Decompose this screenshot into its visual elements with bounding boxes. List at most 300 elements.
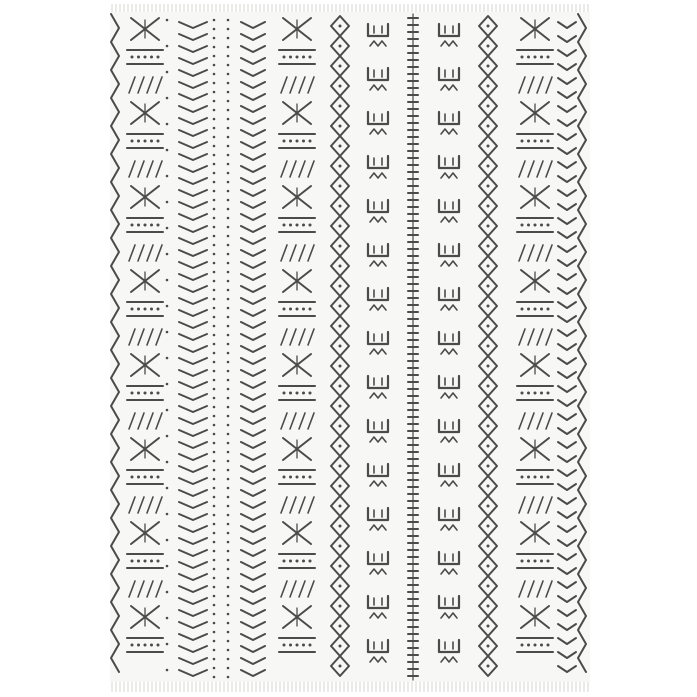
dotted-column-3 bbox=[166, 175, 169, 178]
dotted-column-3 bbox=[166, 123, 169, 126]
block-column-2-dot bbox=[283, 476, 286, 479]
dotted-column-2 bbox=[227, 289, 230, 292]
dotted-column-3 bbox=[166, 253, 169, 256]
dotted-column-1 bbox=[213, 523, 216, 526]
diamond-chain-1-dot bbox=[339, 365, 342, 368]
dotted-column-2 bbox=[227, 541, 230, 544]
block-column-1-dot bbox=[131, 644, 134, 647]
dotted-column-2 bbox=[227, 298, 230, 301]
diamond-chain-1-dot bbox=[339, 325, 342, 328]
dotted-column-3 bbox=[166, 435, 169, 438]
dotted-column-1 bbox=[213, 199, 216, 202]
dotted-column-2 bbox=[227, 424, 230, 427]
dotted-column-2 bbox=[227, 217, 230, 220]
block-column-2-dot bbox=[296, 56, 299, 59]
dotted-column-2 bbox=[227, 64, 230, 67]
diamond-chain-1-dot bbox=[339, 305, 342, 308]
dotted-column-2 bbox=[227, 595, 230, 598]
block-column-1-dot bbox=[131, 560, 134, 563]
block-column-1-dot bbox=[157, 392, 160, 395]
block-column-1-dot bbox=[144, 392, 147, 395]
dotted-column-1 bbox=[213, 568, 216, 571]
diamond-chain-2-dot bbox=[487, 125, 490, 128]
dotted-column-1 bbox=[213, 433, 216, 436]
dotted-column-1 bbox=[213, 595, 216, 598]
dotted-column-2 bbox=[227, 244, 230, 247]
diamond-chain-2-dot bbox=[487, 545, 490, 548]
block-column-1-dot bbox=[144, 644, 147, 647]
dotted-column-2 bbox=[227, 55, 230, 58]
dotted-column-1 bbox=[213, 280, 216, 283]
block-column-2-dot bbox=[302, 476, 305, 479]
dotted-column-1 bbox=[213, 226, 216, 229]
diamond-chain-1-dot bbox=[339, 565, 342, 568]
block-column-2-dot bbox=[309, 392, 312, 395]
dotted-column-1 bbox=[213, 181, 216, 184]
dotted-column-2 bbox=[227, 613, 230, 616]
dotted-column-2 bbox=[227, 505, 230, 508]
dotted-column-2 bbox=[227, 127, 230, 130]
diamond-chain-2-dot bbox=[487, 45, 490, 48]
diamond-chain-2-dot bbox=[487, 225, 490, 228]
diamond-chain-1-dot bbox=[339, 605, 342, 608]
block-column-3-dot bbox=[521, 560, 524, 563]
dotted-column-2 bbox=[227, 271, 230, 274]
diamond-chain-2-dot bbox=[487, 345, 490, 348]
dotted-column-1 bbox=[213, 298, 216, 301]
diamond-chain-1-dot bbox=[339, 225, 342, 228]
dotted-column-2 bbox=[227, 496, 230, 499]
diamond-chain-1-dot bbox=[339, 405, 342, 408]
dotted-column-1 bbox=[213, 91, 216, 94]
diamond-chain-1-dot bbox=[339, 485, 342, 488]
dotted-column-2 bbox=[227, 523, 230, 526]
dotted-column-3 bbox=[166, 591, 169, 594]
block-column-1-dot bbox=[150, 56, 153, 59]
diamond-chain-1-dot bbox=[339, 25, 342, 28]
dotted-column-2 bbox=[227, 316, 230, 319]
dotted-column-1 bbox=[213, 244, 216, 247]
block-column-3-dot bbox=[547, 392, 550, 395]
block-column-2-dot bbox=[283, 140, 286, 143]
dotted-column-1 bbox=[213, 460, 216, 463]
dotted-column-3 bbox=[166, 279, 169, 282]
block-column-1-dot bbox=[150, 476, 153, 479]
dotted-column-2 bbox=[227, 379, 230, 382]
dotted-column-3 bbox=[166, 669, 169, 672]
dotted-column-1 bbox=[213, 577, 216, 580]
block-column-1-dot bbox=[150, 392, 153, 395]
block-column-2-dot bbox=[296, 644, 299, 647]
dotted-column-2 bbox=[227, 145, 230, 148]
dotted-column-2 bbox=[227, 190, 230, 193]
dotted-column-2 bbox=[227, 406, 230, 409]
block-column-2-dot bbox=[283, 308, 286, 311]
dotted-column-1 bbox=[213, 82, 216, 85]
dotted-column-2 bbox=[227, 514, 230, 517]
block-column-1-dot bbox=[144, 224, 147, 227]
diamond-chain-2-dot bbox=[487, 85, 490, 88]
block-column-3-dot bbox=[540, 308, 543, 311]
diamond-chain-2-dot bbox=[487, 665, 490, 668]
block-column-1-dot bbox=[150, 644, 153, 647]
block-column-2-dot bbox=[309, 308, 312, 311]
diamond-chain-2-dot bbox=[487, 465, 490, 468]
block-column-1-dot bbox=[131, 476, 134, 479]
dotted-column-2 bbox=[227, 91, 230, 94]
diamond-chain-1-dot bbox=[339, 645, 342, 648]
dotted-column-1 bbox=[213, 73, 216, 76]
dotted-column-1 bbox=[213, 397, 216, 400]
block-column-2-dot bbox=[302, 56, 305, 59]
dotted-column-3 bbox=[166, 539, 169, 542]
dotted-column-1 bbox=[213, 451, 216, 454]
block-column-2-dot bbox=[309, 476, 312, 479]
dotted-column-2 bbox=[227, 325, 230, 328]
block-column-1-dot bbox=[131, 308, 134, 311]
dotted-column-2 bbox=[227, 28, 230, 31]
diamond-chain-2-dot bbox=[487, 645, 490, 648]
dotted-column-1 bbox=[213, 64, 216, 67]
block-column-3-dot bbox=[534, 308, 537, 311]
dotted-column-1 bbox=[213, 388, 216, 391]
diamond-chain-2-dot bbox=[487, 405, 490, 408]
block-column-3-dot bbox=[534, 644, 537, 647]
dotted-column-2 bbox=[227, 568, 230, 571]
diamond-chain-1-dot bbox=[339, 245, 342, 248]
dotted-column-3 bbox=[166, 617, 169, 620]
dotted-column-1 bbox=[213, 667, 216, 670]
block-column-1-dot bbox=[157, 560, 160, 563]
dotted-column-1 bbox=[213, 136, 216, 139]
dotted-column-2 bbox=[227, 532, 230, 535]
dotted-column-1 bbox=[213, 100, 216, 103]
dotted-column-1 bbox=[213, 55, 216, 58]
dotted-column-3 bbox=[166, 461, 169, 464]
dotted-column-2 bbox=[227, 334, 230, 337]
dotted-column-1 bbox=[213, 532, 216, 535]
dotted-column-1 bbox=[213, 334, 216, 337]
dotted-column-1 bbox=[213, 154, 216, 157]
diamond-chain-1-dot bbox=[339, 185, 342, 188]
block-column-1-dot bbox=[144, 476, 147, 479]
dotted-column-1 bbox=[213, 343, 216, 346]
dotted-column-1 bbox=[213, 604, 216, 607]
block-column-1-dot bbox=[137, 476, 140, 479]
dotted-column-2 bbox=[227, 397, 230, 400]
diamond-chain-1-dot bbox=[339, 665, 342, 668]
dotted-column-2 bbox=[227, 136, 230, 139]
block-column-1-dot bbox=[157, 308, 160, 311]
dotted-column-2 bbox=[227, 46, 230, 49]
block-column-2-dot bbox=[283, 224, 286, 227]
dotted-column-3 bbox=[166, 201, 169, 204]
diamond-chain-1-dot bbox=[339, 385, 342, 388]
dotted-column-1 bbox=[213, 172, 216, 175]
block-column-2-dot bbox=[289, 476, 292, 479]
diamond-chain-1-dot bbox=[339, 45, 342, 48]
dotted-column-1 bbox=[213, 37, 216, 40]
block-column-1-dot bbox=[150, 140, 153, 143]
dotted-column-2 bbox=[227, 451, 230, 454]
block-column-2-dot bbox=[289, 140, 292, 143]
dotted-column-2 bbox=[227, 343, 230, 346]
block-column-3-dot bbox=[547, 224, 550, 227]
dotted-column-2 bbox=[227, 82, 230, 85]
dotted-column-1 bbox=[213, 487, 216, 490]
block-column-3-dot bbox=[521, 644, 524, 647]
block-column-3-dot bbox=[527, 644, 530, 647]
block-column-1-dot bbox=[137, 560, 140, 563]
dotted-column-1 bbox=[213, 514, 216, 517]
diamond-chain-2-dot bbox=[487, 145, 490, 148]
dotted-column-2 bbox=[227, 37, 230, 40]
dotted-column-1 bbox=[213, 559, 216, 562]
dotted-column-2 bbox=[227, 658, 230, 661]
block-column-3-dot bbox=[521, 392, 524, 395]
dotted-column-2 bbox=[227, 559, 230, 562]
dotted-column-3 bbox=[166, 71, 169, 74]
block-column-3-dot bbox=[540, 140, 543, 143]
dotted-column-2 bbox=[227, 370, 230, 373]
block-column-3-dot bbox=[521, 476, 524, 479]
dotted-column-1 bbox=[213, 631, 216, 634]
block-column-1-dot bbox=[137, 644, 140, 647]
dotted-column-1 bbox=[213, 586, 216, 589]
diamond-chain-1-dot bbox=[339, 445, 342, 448]
block-column-3-dot bbox=[547, 308, 550, 311]
block-column-3-dot bbox=[540, 56, 543, 59]
dotted-column-3 bbox=[166, 19, 169, 22]
block-column-2-dot bbox=[283, 560, 286, 563]
dotted-column-3 bbox=[166, 409, 169, 412]
dotted-column-3 bbox=[166, 383, 169, 386]
diamond-chain-1-dot bbox=[339, 85, 342, 88]
block-column-2-dot bbox=[296, 308, 299, 311]
dotted-column-3 bbox=[166, 97, 169, 100]
diamond-chain-1-dot bbox=[339, 165, 342, 168]
dotted-column-2 bbox=[227, 550, 230, 553]
dotted-column-2 bbox=[227, 253, 230, 256]
dotted-column-1 bbox=[213, 217, 216, 220]
dotted-column-3 bbox=[166, 331, 169, 334]
block-column-3-dot bbox=[521, 224, 524, 227]
diamond-chain-1-dot bbox=[339, 105, 342, 108]
dotted-column-2 bbox=[227, 631, 230, 634]
block-column-2-dot bbox=[309, 644, 312, 647]
diamond-chain-2-dot bbox=[487, 65, 490, 68]
block-column-2-dot bbox=[289, 308, 292, 311]
dotted-column-2 bbox=[227, 577, 230, 580]
dotted-column-2 bbox=[227, 640, 230, 643]
diamond-chain-2-dot bbox=[487, 265, 490, 268]
block-column-1-dot bbox=[144, 308, 147, 311]
block-column-2-dot bbox=[296, 476, 299, 479]
diamond-chain-2-dot bbox=[487, 525, 490, 528]
block-column-3-dot bbox=[547, 140, 550, 143]
dotted-column-3 bbox=[166, 565, 169, 568]
dotted-column-2 bbox=[227, 73, 230, 76]
dotted-column-2 bbox=[227, 307, 230, 310]
block-column-3-dot bbox=[540, 644, 543, 647]
dotted-column-1 bbox=[213, 478, 216, 481]
block-column-1-dot bbox=[157, 644, 160, 647]
dotted-column-1 bbox=[213, 190, 216, 193]
block-column-3-dot bbox=[547, 644, 550, 647]
block-column-3-dot bbox=[540, 476, 543, 479]
dotted-column-1 bbox=[213, 640, 216, 643]
diamond-chain-2-dot bbox=[487, 185, 490, 188]
block-column-1-dot bbox=[150, 224, 153, 227]
block-column-1-dot bbox=[137, 308, 140, 311]
diamond-chain-2-dot bbox=[487, 585, 490, 588]
diamond-chain-2-dot bbox=[487, 245, 490, 248]
diamond-chain-1-dot bbox=[339, 65, 342, 68]
diamond-chain-1-dot bbox=[339, 585, 342, 588]
block-column-3-dot bbox=[534, 392, 537, 395]
dotted-column-2 bbox=[227, 181, 230, 184]
block-column-3-dot bbox=[540, 224, 543, 227]
diamond-chain-2-dot bbox=[487, 165, 490, 168]
diamond-chain-1-dot bbox=[339, 505, 342, 508]
diamond-chain-2-dot bbox=[487, 365, 490, 368]
dotted-column-2 bbox=[227, 199, 230, 202]
dotted-column-1 bbox=[213, 325, 216, 328]
dotted-column-1 bbox=[213, 163, 216, 166]
dotted-column-2 bbox=[227, 226, 230, 229]
diamond-chain-2-dot bbox=[487, 485, 490, 488]
block-column-3-dot bbox=[521, 308, 524, 311]
block-column-1-dot bbox=[150, 560, 153, 563]
block-column-2-dot bbox=[289, 56, 292, 59]
block-column-3-dot bbox=[547, 476, 550, 479]
block-column-1-dot bbox=[157, 56, 160, 59]
block-column-2-dot bbox=[283, 392, 286, 395]
block-column-1-dot bbox=[157, 476, 160, 479]
block-column-1-dot bbox=[137, 140, 140, 143]
dotted-column-2 bbox=[227, 361, 230, 364]
dotted-column-2 bbox=[227, 208, 230, 211]
diamond-chain-2-dot bbox=[487, 445, 490, 448]
block-column-2-dot bbox=[302, 644, 305, 647]
block-column-2-dot bbox=[302, 392, 305, 395]
dotted-column-1 bbox=[213, 379, 216, 382]
block-column-2-dot bbox=[302, 560, 305, 563]
block-column-3-dot bbox=[547, 56, 550, 59]
dotted-column-1 bbox=[213, 28, 216, 31]
block-column-2-dot bbox=[302, 308, 305, 311]
dotted-column-2 bbox=[227, 100, 230, 103]
dotted-column-1 bbox=[213, 208, 216, 211]
block-column-2-dot bbox=[289, 560, 292, 563]
dotted-column-3 bbox=[166, 513, 169, 516]
dotted-column-3 bbox=[166, 487, 169, 490]
diamond-chain-2-dot bbox=[487, 605, 490, 608]
diamond-chain-1-dot bbox=[339, 425, 342, 428]
block-column-2-dot bbox=[296, 224, 299, 227]
dotted-column-1 bbox=[213, 613, 216, 616]
block-column-1-dot bbox=[137, 56, 140, 59]
block-column-3-dot bbox=[534, 56, 537, 59]
diamond-chain-1-dot bbox=[339, 205, 342, 208]
block-column-3-dot bbox=[521, 140, 524, 143]
block-column-2-dot bbox=[309, 224, 312, 227]
dotted-column-2 bbox=[227, 667, 230, 670]
diamond-chain-1-dot bbox=[339, 285, 342, 288]
dotted-column-2 bbox=[227, 586, 230, 589]
dotted-column-2 bbox=[227, 622, 230, 625]
dotted-column-2 bbox=[227, 460, 230, 463]
block-column-1-dot bbox=[137, 392, 140, 395]
dotted-column-1 bbox=[213, 424, 216, 427]
block-column-3-dot bbox=[527, 224, 530, 227]
block-column-3-dot bbox=[527, 560, 530, 563]
block-column-1-dot bbox=[150, 308, 153, 311]
dotted-column-2 bbox=[227, 352, 230, 355]
dotted-column-2 bbox=[227, 235, 230, 238]
block-column-3-dot bbox=[527, 308, 530, 311]
dotted-column-1 bbox=[213, 271, 216, 274]
dotted-column-3 bbox=[166, 149, 169, 152]
dotted-column-2 bbox=[227, 433, 230, 436]
dotted-column-1 bbox=[213, 649, 216, 652]
diamond-chain-2-dot bbox=[487, 105, 490, 108]
diamond-chain-2-dot bbox=[487, 285, 490, 288]
dotted-column-1 bbox=[213, 46, 216, 49]
dotted-column-2 bbox=[227, 487, 230, 490]
dotted-column-1 bbox=[213, 289, 216, 292]
dotted-column-2 bbox=[227, 118, 230, 121]
dotted-column-2 bbox=[227, 388, 230, 391]
diamond-chain-1-dot bbox=[339, 265, 342, 268]
dotted-column-1 bbox=[213, 469, 216, 472]
dotted-column-1 bbox=[213, 118, 216, 121]
dotted-column-2 bbox=[227, 676, 230, 679]
block-column-1-dot bbox=[157, 140, 160, 143]
block-column-1-dot bbox=[131, 140, 134, 143]
dotted-column-1 bbox=[213, 406, 216, 409]
block-column-1-dot bbox=[144, 560, 147, 563]
dotted-column-1 bbox=[213, 109, 216, 112]
dotted-column-1 bbox=[213, 496, 216, 499]
dotted-column-1 bbox=[213, 370, 216, 373]
block-column-1-dot bbox=[157, 224, 160, 227]
diamond-chain-2-dot bbox=[487, 25, 490, 28]
diamond-chain-2-dot bbox=[487, 565, 490, 568]
dotted-column-3 bbox=[166, 227, 169, 230]
block-column-3-dot bbox=[534, 224, 537, 227]
dotted-column-2 bbox=[227, 19, 230, 22]
block-column-2-dot bbox=[302, 224, 305, 227]
dotted-column-2 bbox=[227, 154, 230, 157]
diamond-chain-1-dot bbox=[339, 545, 342, 548]
dotted-column-3 bbox=[166, 305, 169, 308]
dotted-column-3 bbox=[166, 643, 169, 646]
dotted-column-2 bbox=[227, 415, 230, 418]
block-column-2-dot bbox=[309, 56, 312, 59]
dotted-column-3 bbox=[166, 45, 169, 48]
dotted-column-2 bbox=[227, 442, 230, 445]
dotted-column-1 bbox=[213, 127, 216, 130]
block-column-2-dot bbox=[302, 140, 305, 143]
dotted-column-1 bbox=[213, 676, 216, 679]
dotted-column-2 bbox=[227, 172, 230, 175]
block-column-3-dot bbox=[540, 560, 543, 563]
dotted-column-2 bbox=[227, 478, 230, 481]
dotted-column-2 bbox=[227, 163, 230, 166]
diamond-chain-2-dot bbox=[487, 625, 490, 628]
block-column-2-dot bbox=[309, 560, 312, 563]
